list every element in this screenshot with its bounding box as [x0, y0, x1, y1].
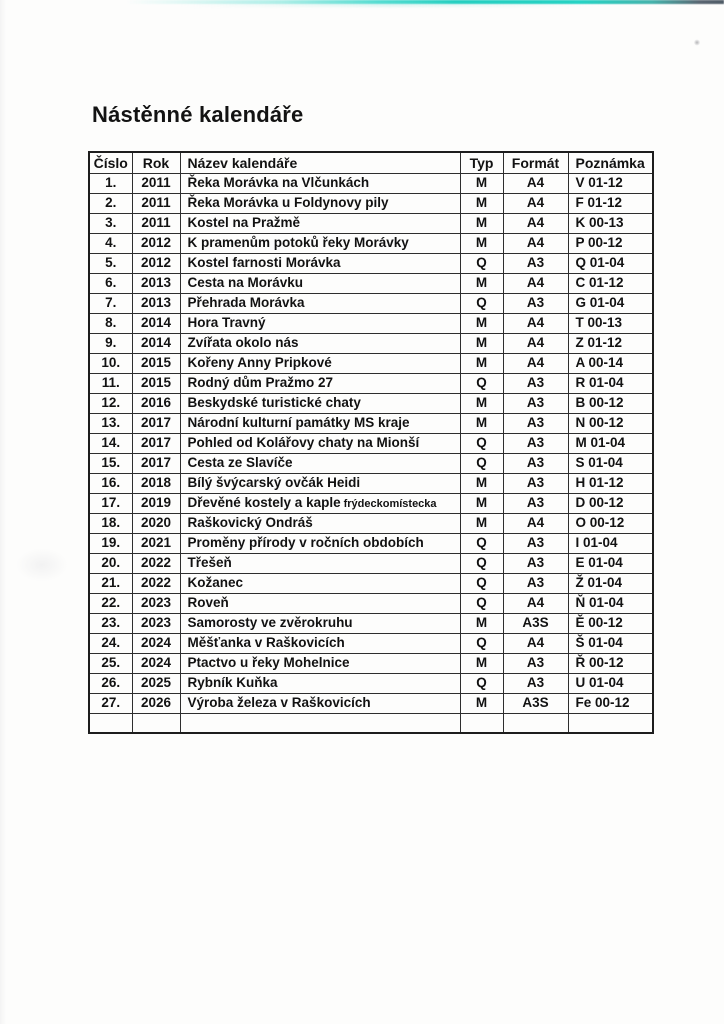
- cell-cislo: 18.: [89, 513, 132, 533]
- cell-nazev: [180, 373, 460, 393]
- cell-typ: M: [460, 473, 503, 493]
- cell-poznamka: Ř 00-12: [568, 653, 653, 673]
- cell-typ: Q: [460, 453, 503, 473]
- calendar-name: Cesta na Morávku: [187, 275, 304, 290]
- cell-format: A3: [503, 453, 568, 473]
- table-row: [89, 673, 653, 693]
- cell-rok: 2023: [132, 593, 180, 613]
- cell-cislo: [89, 713, 132, 733]
- cell-cislo: 6.: [89, 273, 132, 293]
- table-row: [89, 393, 653, 413]
- cell-nazev: [180, 393, 460, 413]
- cell-rok: 2020: [132, 513, 180, 533]
- cell-nazev: [180, 693, 460, 713]
- cell-typ: Q: [460, 593, 503, 613]
- cell-format: A4: [503, 213, 568, 233]
- calendar-name: Kostel farnosti Morávka: [187, 255, 341, 270]
- cell-rok: 2017: [132, 453, 180, 473]
- table-row: [89, 553, 653, 573]
- cell-rok: [132, 713, 180, 733]
- cell-typ: Q: [460, 433, 503, 453]
- cell-cislo: 4.: [89, 233, 132, 253]
- cell-format: A3: [503, 493, 568, 513]
- cell-typ: M: [460, 613, 503, 633]
- cell-cislo: 17.: [89, 493, 132, 513]
- calendar-name: Třešeň: [187, 555, 232, 570]
- scanner-line-haze-artifact: [180, 3, 600, 7]
- cell-typ: M: [460, 493, 503, 513]
- cell-format: A4: [503, 273, 568, 293]
- cell-cislo: 14.: [89, 433, 132, 453]
- cell-typ: M: [460, 193, 503, 213]
- calendar-name: Národní kulturní památky MS kraje: [187, 415, 410, 430]
- cell-nazev: [180, 253, 460, 273]
- calendar-name: Raškovický Ondráš: [187, 515, 313, 530]
- cell-typ: [460, 713, 503, 733]
- cell-poznamka: B 00-12: [568, 393, 653, 413]
- cell-typ: Q: [460, 673, 503, 693]
- table-row: [89, 233, 653, 253]
- table-row: [89, 513, 653, 533]
- cell-rok: 2017: [132, 433, 180, 453]
- table-row: [89, 213, 653, 233]
- cell-poznamka: Š 01-04: [568, 633, 653, 653]
- calendar-table-body: [89, 173, 653, 733]
- table-row: [89, 433, 653, 453]
- cell-poznamka: Ň 01-04: [568, 593, 653, 613]
- cell-typ: M: [460, 693, 503, 713]
- table-row: [89, 293, 653, 313]
- table-row: [89, 453, 653, 473]
- cell-poznamka: M 01-04: [568, 433, 653, 453]
- cell-poznamka: Ž 01-04: [568, 573, 653, 593]
- cell-cislo: 26.: [89, 673, 132, 693]
- table-row: [89, 693, 653, 713]
- cell-cislo: 10.: [89, 353, 132, 373]
- calendar-name: Beskydské turistické chaty: [187, 395, 361, 410]
- cell-cislo: 23.: [89, 613, 132, 633]
- table-row: [89, 593, 653, 613]
- cell-cislo: 20.: [89, 553, 132, 573]
- cell-format: A3: [503, 473, 568, 493]
- cell-format: A3: [503, 433, 568, 453]
- cell-cislo: 19.: [89, 533, 132, 553]
- table-row: [89, 173, 653, 193]
- cell-rok: 2021: [132, 533, 180, 553]
- cell-typ: Q: [460, 633, 503, 653]
- cell-rok: 2023: [132, 613, 180, 633]
- calendar-name: Dřevěné kostely a kaple: [187, 495, 341, 510]
- calendar-name: Kožanec: [187, 575, 244, 590]
- cell-typ: Q: [460, 253, 503, 273]
- cell-typ: Q: [460, 553, 503, 573]
- cell-format: A4: [503, 233, 568, 253]
- cell-format: A3S: [503, 613, 568, 633]
- cell-nazev: [180, 593, 460, 613]
- cell-cislo: 13.: [89, 413, 132, 433]
- table-row: [89, 413, 653, 433]
- cell-rok: 2025: [132, 673, 180, 693]
- col-header-format: Formát: [503, 152, 568, 173]
- page-title: Nástěnné kalendáře: [92, 102, 304, 127]
- cell-cislo: 9.: [89, 333, 132, 353]
- calendar-name: Kostel na Pražmě: [187, 215, 301, 230]
- cell-format: A3: [503, 293, 568, 313]
- cell-cislo: 22.: [89, 593, 132, 613]
- cell-typ: M: [460, 333, 503, 353]
- col-header-nazev: Název kalendáře: [180, 152, 460, 173]
- cell-cislo: 7.: [89, 293, 132, 313]
- cell-nazev: [180, 573, 460, 593]
- cell-nazev: [180, 633, 460, 653]
- scan-smudge-artifact: [16, 548, 68, 582]
- cell-cislo: 5.: [89, 253, 132, 273]
- cell-format: A3: [503, 253, 568, 273]
- cell-cislo: 15.: [89, 453, 132, 473]
- cell-poznamka: E 01-04: [568, 553, 653, 573]
- cell-poznamka: Ě 00-12: [568, 613, 653, 633]
- cell-poznamka: P 00-12: [568, 233, 653, 253]
- calendar-name: Rybník Kuňka: [187, 675, 278, 690]
- cell-nazev: [180, 713, 460, 733]
- cell-typ: M: [460, 353, 503, 373]
- cell-poznamka: D 00-12: [568, 493, 653, 513]
- cell-rok: 2019: [132, 493, 180, 513]
- cell-typ: M: [460, 393, 503, 413]
- calendar-name: Rodný dům Pražmo 27: [187, 375, 334, 390]
- table-header-row: [89, 152, 653, 173]
- col-header-cislo: Číslo: [89, 152, 132, 173]
- cell-rok: 2013: [132, 293, 180, 313]
- cell-cislo: 16.: [89, 473, 132, 493]
- cell-rok: 2024: [132, 633, 180, 653]
- cell-nazev: [180, 533, 460, 553]
- calendar-name: Řeka Morávka u Foldynovy pily: [187, 195, 389, 210]
- col-header-rok: Rok: [132, 152, 180, 173]
- cell-typ: M: [460, 513, 503, 533]
- cell-format: A4: [503, 313, 568, 333]
- table-row: [89, 633, 653, 653]
- cell-typ: M: [460, 653, 503, 673]
- calendar-name: Měšťanka v Raškovicích: [187, 635, 345, 650]
- calendar-name: Roveň: [187, 595, 229, 610]
- cell-nazev: [180, 193, 460, 213]
- cell-nazev: [180, 273, 460, 293]
- cell-typ: M: [460, 313, 503, 333]
- cell-poznamka: C 01-12: [568, 273, 653, 293]
- cell-cislo: 27.: [89, 693, 132, 713]
- cell-cislo: 24.: [89, 633, 132, 653]
- calendar-name: Přehrada Morávka: [187, 295, 305, 310]
- cell-nazev: [180, 473, 460, 493]
- cell-nazev: [180, 333, 460, 353]
- cell-poznamka: [568, 713, 653, 733]
- cell-cislo: 2.: [89, 193, 132, 213]
- calendar-name: Pohled od Kolářovy chaty na Mionší: [187, 435, 420, 450]
- cell-format: A3: [503, 373, 568, 393]
- cell-nazev: [180, 353, 460, 373]
- cell-nazev: [180, 173, 460, 193]
- table-row: [89, 473, 653, 493]
- cell-format: A4: [503, 633, 568, 653]
- cell-format: A4: [503, 333, 568, 353]
- cell-nazev: [180, 653, 460, 673]
- cell-rok: 2015: [132, 353, 180, 373]
- cell-format: A3: [503, 413, 568, 433]
- cell-cislo: 3.: [89, 213, 132, 233]
- cell-rok: 2011: [132, 193, 180, 213]
- cell-poznamka: T 00-13: [568, 313, 653, 333]
- cell-rok: 2015: [132, 373, 180, 393]
- cell-nazev: [180, 213, 460, 233]
- cell-format: A3S: [503, 693, 568, 713]
- cell-nazev: [180, 433, 460, 453]
- cell-rok: 2012: [132, 253, 180, 273]
- cell-nazev: [180, 233, 460, 253]
- calendar-name: Hora Travný: [187, 315, 266, 330]
- calendar-name: Bílý švýcarský ovčák Heidi: [187, 475, 361, 490]
- cell-typ: M: [460, 173, 503, 193]
- cell-format: A4: [503, 513, 568, 533]
- cell-cislo: 1.: [89, 173, 132, 193]
- cell-typ: Q: [460, 533, 503, 553]
- cell-nazev: [180, 413, 460, 433]
- table-row: [89, 193, 653, 213]
- cell-cislo: 25.: [89, 653, 132, 673]
- cell-rok: 2026: [132, 693, 180, 713]
- cell-rok: 2018: [132, 473, 180, 493]
- table-row: [89, 573, 653, 593]
- cell-rok: 2011: [132, 213, 180, 233]
- cell-format: A3: [503, 393, 568, 413]
- calendar-name: Zvířata okolo nás: [187, 335, 299, 350]
- cell-format: A4: [503, 593, 568, 613]
- calendar-name: Samorosty ve zvěrokruhu: [187, 615, 353, 630]
- cell-rok: 2013: [132, 273, 180, 293]
- cell-nazev: [180, 493, 460, 513]
- cell-nazev: [180, 553, 460, 573]
- cell-cislo: 11.: [89, 373, 132, 393]
- calendar-name-small: frýdeckomístecka: [343, 498, 437, 510]
- cell-nazev: [180, 513, 460, 533]
- cell-format: A3: [503, 653, 568, 673]
- cell-poznamka: Z 01-12: [568, 333, 653, 353]
- page-edge-shadow: [0, 0, 6, 1024]
- cell-poznamka: F 01-12: [568, 193, 653, 213]
- cell-poznamka: G 01-04: [568, 293, 653, 313]
- scan-dot-artifact: [694, 39, 700, 46]
- cell-format: A3: [503, 533, 568, 553]
- cell-rok: 2022: [132, 553, 180, 573]
- cell-nazev: [180, 293, 460, 313]
- cell-nazev: [180, 613, 460, 633]
- cell-typ: M: [460, 273, 503, 293]
- cell-rok: 2014: [132, 333, 180, 353]
- cell-poznamka: I 01-04: [568, 533, 653, 553]
- cell-rok: 2024: [132, 653, 180, 673]
- table-row: [89, 333, 653, 353]
- cell-format: A4: [503, 173, 568, 193]
- cell-poznamka: O 00-12: [568, 513, 653, 533]
- table-row: [89, 653, 653, 673]
- cell-cislo: 21.: [89, 573, 132, 593]
- col-header-typ: Typ: [460, 152, 503, 173]
- cell-poznamka: H 01-12: [568, 473, 653, 493]
- table-row: [89, 713, 653, 733]
- table-row: [89, 373, 653, 393]
- cell-nazev: [180, 313, 460, 333]
- cell-poznamka: R 01-04: [568, 373, 653, 393]
- cell-typ: M: [460, 213, 503, 233]
- cell-format: A3: [503, 673, 568, 693]
- table-row: [89, 493, 653, 513]
- table-row: [89, 353, 653, 373]
- cell-typ: M: [460, 413, 503, 433]
- calendar-name: Ptactvo u řeky Mohelnice: [187, 655, 350, 670]
- cell-poznamka: U 01-04: [568, 673, 653, 693]
- calendar-name: Proměny přírody v ročních obdobích: [187, 535, 424, 550]
- calendar-name: Řeka Morávka na Vlčunkách: [187, 175, 370, 190]
- col-header-poznamka: Poznámka: [568, 152, 653, 173]
- cell-cislo: 8.: [89, 313, 132, 333]
- table-row: [89, 313, 653, 333]
- cell-nazev: [180, 453, 460, 473]
- cell-poznamka: N 00-12: [568, 413, 653, 433]
- calendar-name: Kořeny Anny Pripkové: [187, 355, 332, 370]
- table-row: [89, 273, 653, 293]
- cell-poznamka: K 00-13: [568, 213, 653, 233]
- cell-poznamka: Fe 00-12: [568, 693, 653, 713]
- cell-poznamka: Q 01-04: [568, 253, 653, 273]
- table-row: [89, 533, 653, 553]
- cell-format: A3: [503, 573, 568, 593]
- cell-typ: M: [460, 233, 503, 253]
- cell-format: A4: [503, 353, 568, 373]
- cell-format: A4: [503, 193, 568, 213]
- cell-rok: 2017: [132, 413, 180, 433]
- cell-poznamka: V 01-12: [568, 173, 653, 193]
- cell-poznamka: A 00-14: [568, 353, 653, 373]
- cell-format: A3: [503, 553, 568, 573]
- calendar-name: Výroba železa v Raškovicích: [187, 695, 371, 710]
- cell-poznamka: S 01-04: [568, 453, 653, 473]
- calendars-table: [88, 151, 654, 734]
- table-row: [89, 253, 653, 273]
- cell-typ: Q: [460, 373, 503, 393]
- cell-typ: Q: [460, 573, 503, 593]
- calendar-name: K pramenům potoků řeky Morávky: [187, 235, 409, 250]
- cell-rok: 2011: [132, 173, 180, 193]
- cell-rok: 2022: [132, 573, 180, 593]
- table-row: [89, 613, 653, 633]
- cell-nazev: [180, 673, 460, 693]
- cell-rok: 2012: [132, 233, 180, 253]
- cell-rok: 2014: [132, 313, 180, 333]
- cell-typ: Q: [460, 293, 503, 313]
- cell-cislo: 12.: [89, 393, 132, 413]
- cell-format: [503, 713, 568, 733]
- cell-rok: 2016: [132, 393, 180, 413]
- calendar-name: Cesta ze Slavíče: [187, 455, 293, 470]
